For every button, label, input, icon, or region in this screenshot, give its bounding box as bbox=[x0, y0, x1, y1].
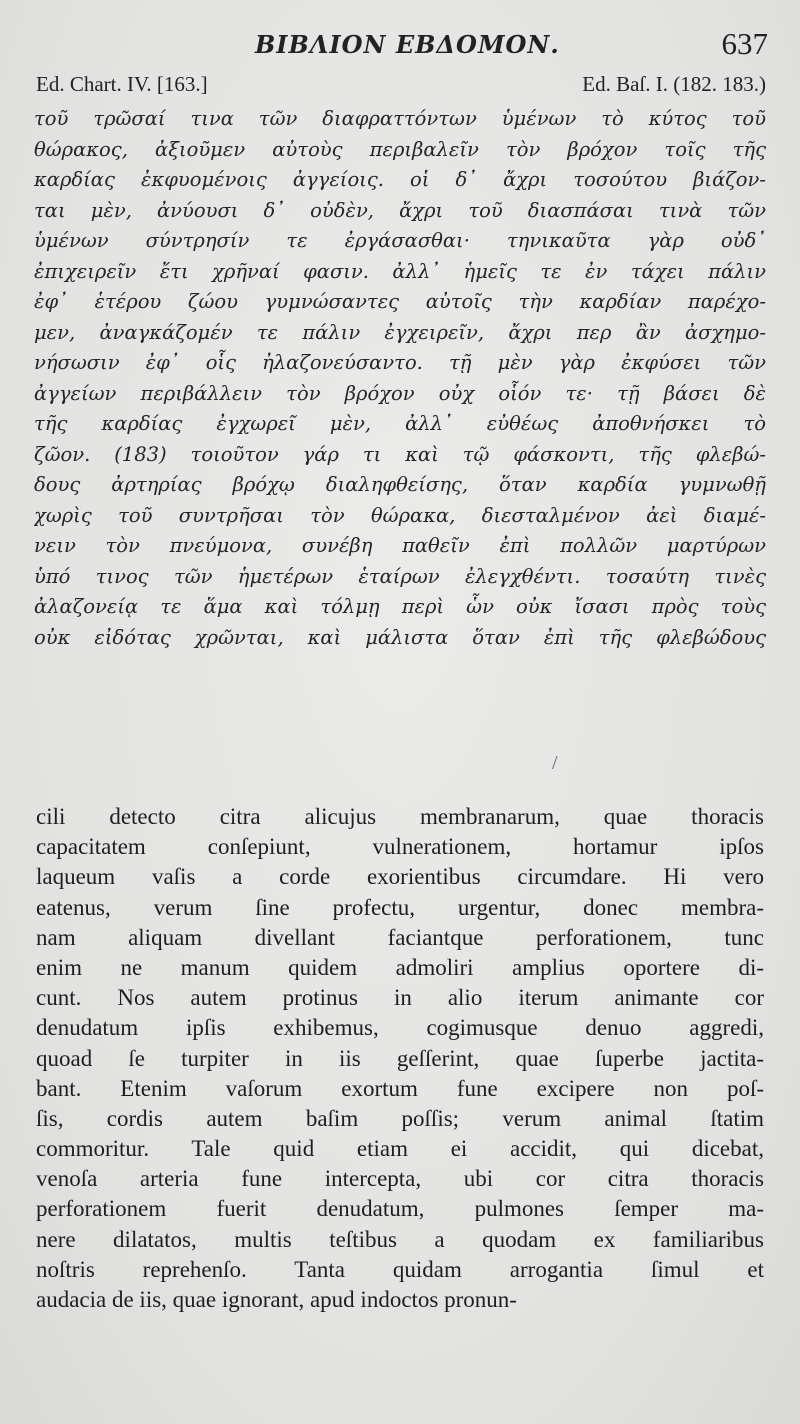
latin-line-text: nam aliquam divellant faciantque perforationem, tunc bbox=[36, 924, 764, 950]
page-number: 637 bbox=[721, 26, 768, 61]
latin-line-text: nere dilatatos, multis teſtibus a quodam ex familiaribus bbox=[36, 1226, 764, 1252]
greek-line-text: ἐφ᾽ ἑτέρου ζώου γυμνώσαντες αὐτοῖς τὴν καρδίαν παρέχο- bbox=[34, 290, 766, 313]
latin-line-text: audacia de iis, quae ignorant, apud indoctos pronun- bbox=[36, 1287, 517, 1312]
greek-text-block bbox=[34, 104, 766, 653]
latin-line-text: ſis, cordis autem baſim poſſis; verum animal ſtatim bbox=[36, 1105, 764, 1131]
latin-line-text: capacitatem conſepiunt, vulnerationem, hortamur ipſos bbox=[36, 834, 764, 860]
latin-line-text: cunt. Nos autem protinus in alio iterum animante cor bbox=[36, 985, 764, 1011]
latin-line-text: laqueum vaſis a corde exorientibus circumdare. Hi vero bbox=[36, 864, 764, 890]
greek-line-text: ἀγγείων περιβάλλειν τὸν βρόχον οὐχ οἷόν τε· τῇ βάσει δὲ bbox=[34, 381, 766, 405]
greek-line-text: μεν, ἀναγκάζομέν τε πάλιν ἐγχειρεῖν, ἄχρι περ ἂν ἀσχημο- bbox=[34, 320, 766, 344]
latin-line-text: noſtris reprehenſo. Tanta quidam arrogantia ſimul et bbox=[36, 1256, 764, 1282]
greek-line-text: οὐκ εἰδότας χρῶνται, καὶ μάλιστα ὅταν ἐπὶ τῆς φλεβώδους bbox=[34, 625, 766, 649]
latin-line-text: denudatum ipſis exhibemus, cogimusque denuo aggredi, bbox=[36, 1015, 764, 1041]
column-divider-mark: / bbox=[552, 752, 558, 774]
greek-line-text: ὑπό τινος τῶν ἡμετέρων ἑταίρων ἐλεγχθέντι. τοσαύτη τινὲς bbox=[34, 564, 766, 588]
latin-line-text: perforationem fuerit denudatum, pulmones ſemper ma- bbox=[36, 1196, 764, 1222]
greek-line-text: τῆς καρδίας ἐγχωρεῖ μὲν, ἀλλ᾽ εὐθέως ἀποθνήσκει τὸ bbox=[34, 412, 766, 435]
greek-line-text: ται μὲν, ἀνύουσι δ᾽ οὐδὲν, ἄχρι τοῦ διασπάσαι τινὰ τῶν bbox=[34, 198, 766, 222]
greek-line-text: ἐπιχειρεῖν ἔτι χρῆναί φασιν. ἀλλ᾽ ἡμεῖς τε ἐν τάχει πάλιν bbox=[34, 259, 766, 283]
latin-line-text: cili detecto citra alicujus membranarum, quae thoracis bbox=[36, 804, 764, 829]
greek-line-text: ἀλαζονείᾳ τε ἅμα καὶ τόλμῃ περὶ ὧν οὐκ ἴσασι πρὸς τοὺς bbox=[34, 595, 766, 618]
greek-line-text: νήσωσιν ἐφ᾽ οἷς ἠλαζονεύσαντο. τῇ μὲν γὰρ ἐκφύσει τῶν bbox=[34, 351, 766, 374]
greek-line-text: καρδίας ἐκφυομένοις ἀγγείοις. οἱ δ᾽ ἄχρι τοσούτου βιάζον- bbox=[34, 168, 766, 191]
greek-line-text: θώρακος, ἀξιοῦμεν αὐτοὺς περιβαλεῖν τὸν βρόχον τοῖς τῆς bbox=[34, 137, 766, 161]
running-title: ΒΙΒΛΙΟΝ ΕΒΔΟΜΟΝ. bbox=[255, 30, 560, 59]
latin-text-block bbox=[36, 802, 764, 1315]
edition-reference-right: Ed. Baſ. I. (182. 183.) bbox=[582, 72, 766, 96]
greek-line-text: ζῶον. (183) τοιοῦτον γάρ τι καὶ τῷ φάσκοντι, τῆς φλεβώ- bbox=[34, 442, 766, 466]
greek-line-text: δους ἀρτηρίας βρόχῳ διαληφθείσης, ὅταν καρδία γυμνωθῇ bbox=[34, 473, 766, 496]
edition-reference-line bbox=[36, 72, 766, 102]
running-head bbox=[0, 22, 800, 64]
greek-line-text: νειν τὸν πνεύμονα, συνέβη παθεῖν ἐπὶ πολλῶν μαρτύρων bbox=[34, 534, 766, 557]
latin-line-text: commoritur. Tale quid etiam ei accidit, qui dicebat, bbox=[36, 1136, 764, 1162]
latin-line-text: enim ne manum quidem admoliri amplius oportere di- bbox=[36, 954, 764, 980]
greek-line-text: ὑμένων σύντρησίν τε ἐργάσασθαι· τηνικαῦτα γὰρ οὐδ᾽ bbox=[34, 229, 766, 252]
greek-line-text: χωρὶς τοῦ συντρῆσαι τὸν θώρακα, διεσταλμένον ἀεὶ διαμέ- bbox=[34, 503, 766, 527]
latin-line-text: quoad ſe turpiter in iis geſſerint, quae ſuperbe jactita- bbox=[36, 1045, 764, 1071]
latin-line-text: venoſa arteria fune intercepta, ubi cor citra thoracis bbox=[36, 1166, 764, 1192]
edition-reference-left: Ed. Chart. IV. [163.] bbox=[36, 72, 208, 96]
latin-line-text: eatenus, verum ſine profectu, urgentur, donec membra- bbox=[36, 894, 764, 920]
latin-line-text: bant. Etenim vaſorum exortum fune excipere non poſ- bbox=[36, 1075, 764, 1101]
greek-line-text: τοῦ τρῶσαί τινα τῶν διαφραττόντων ὑμένων τὸ κύτος τοῦ bbox=[34, 107, 766, 130]
